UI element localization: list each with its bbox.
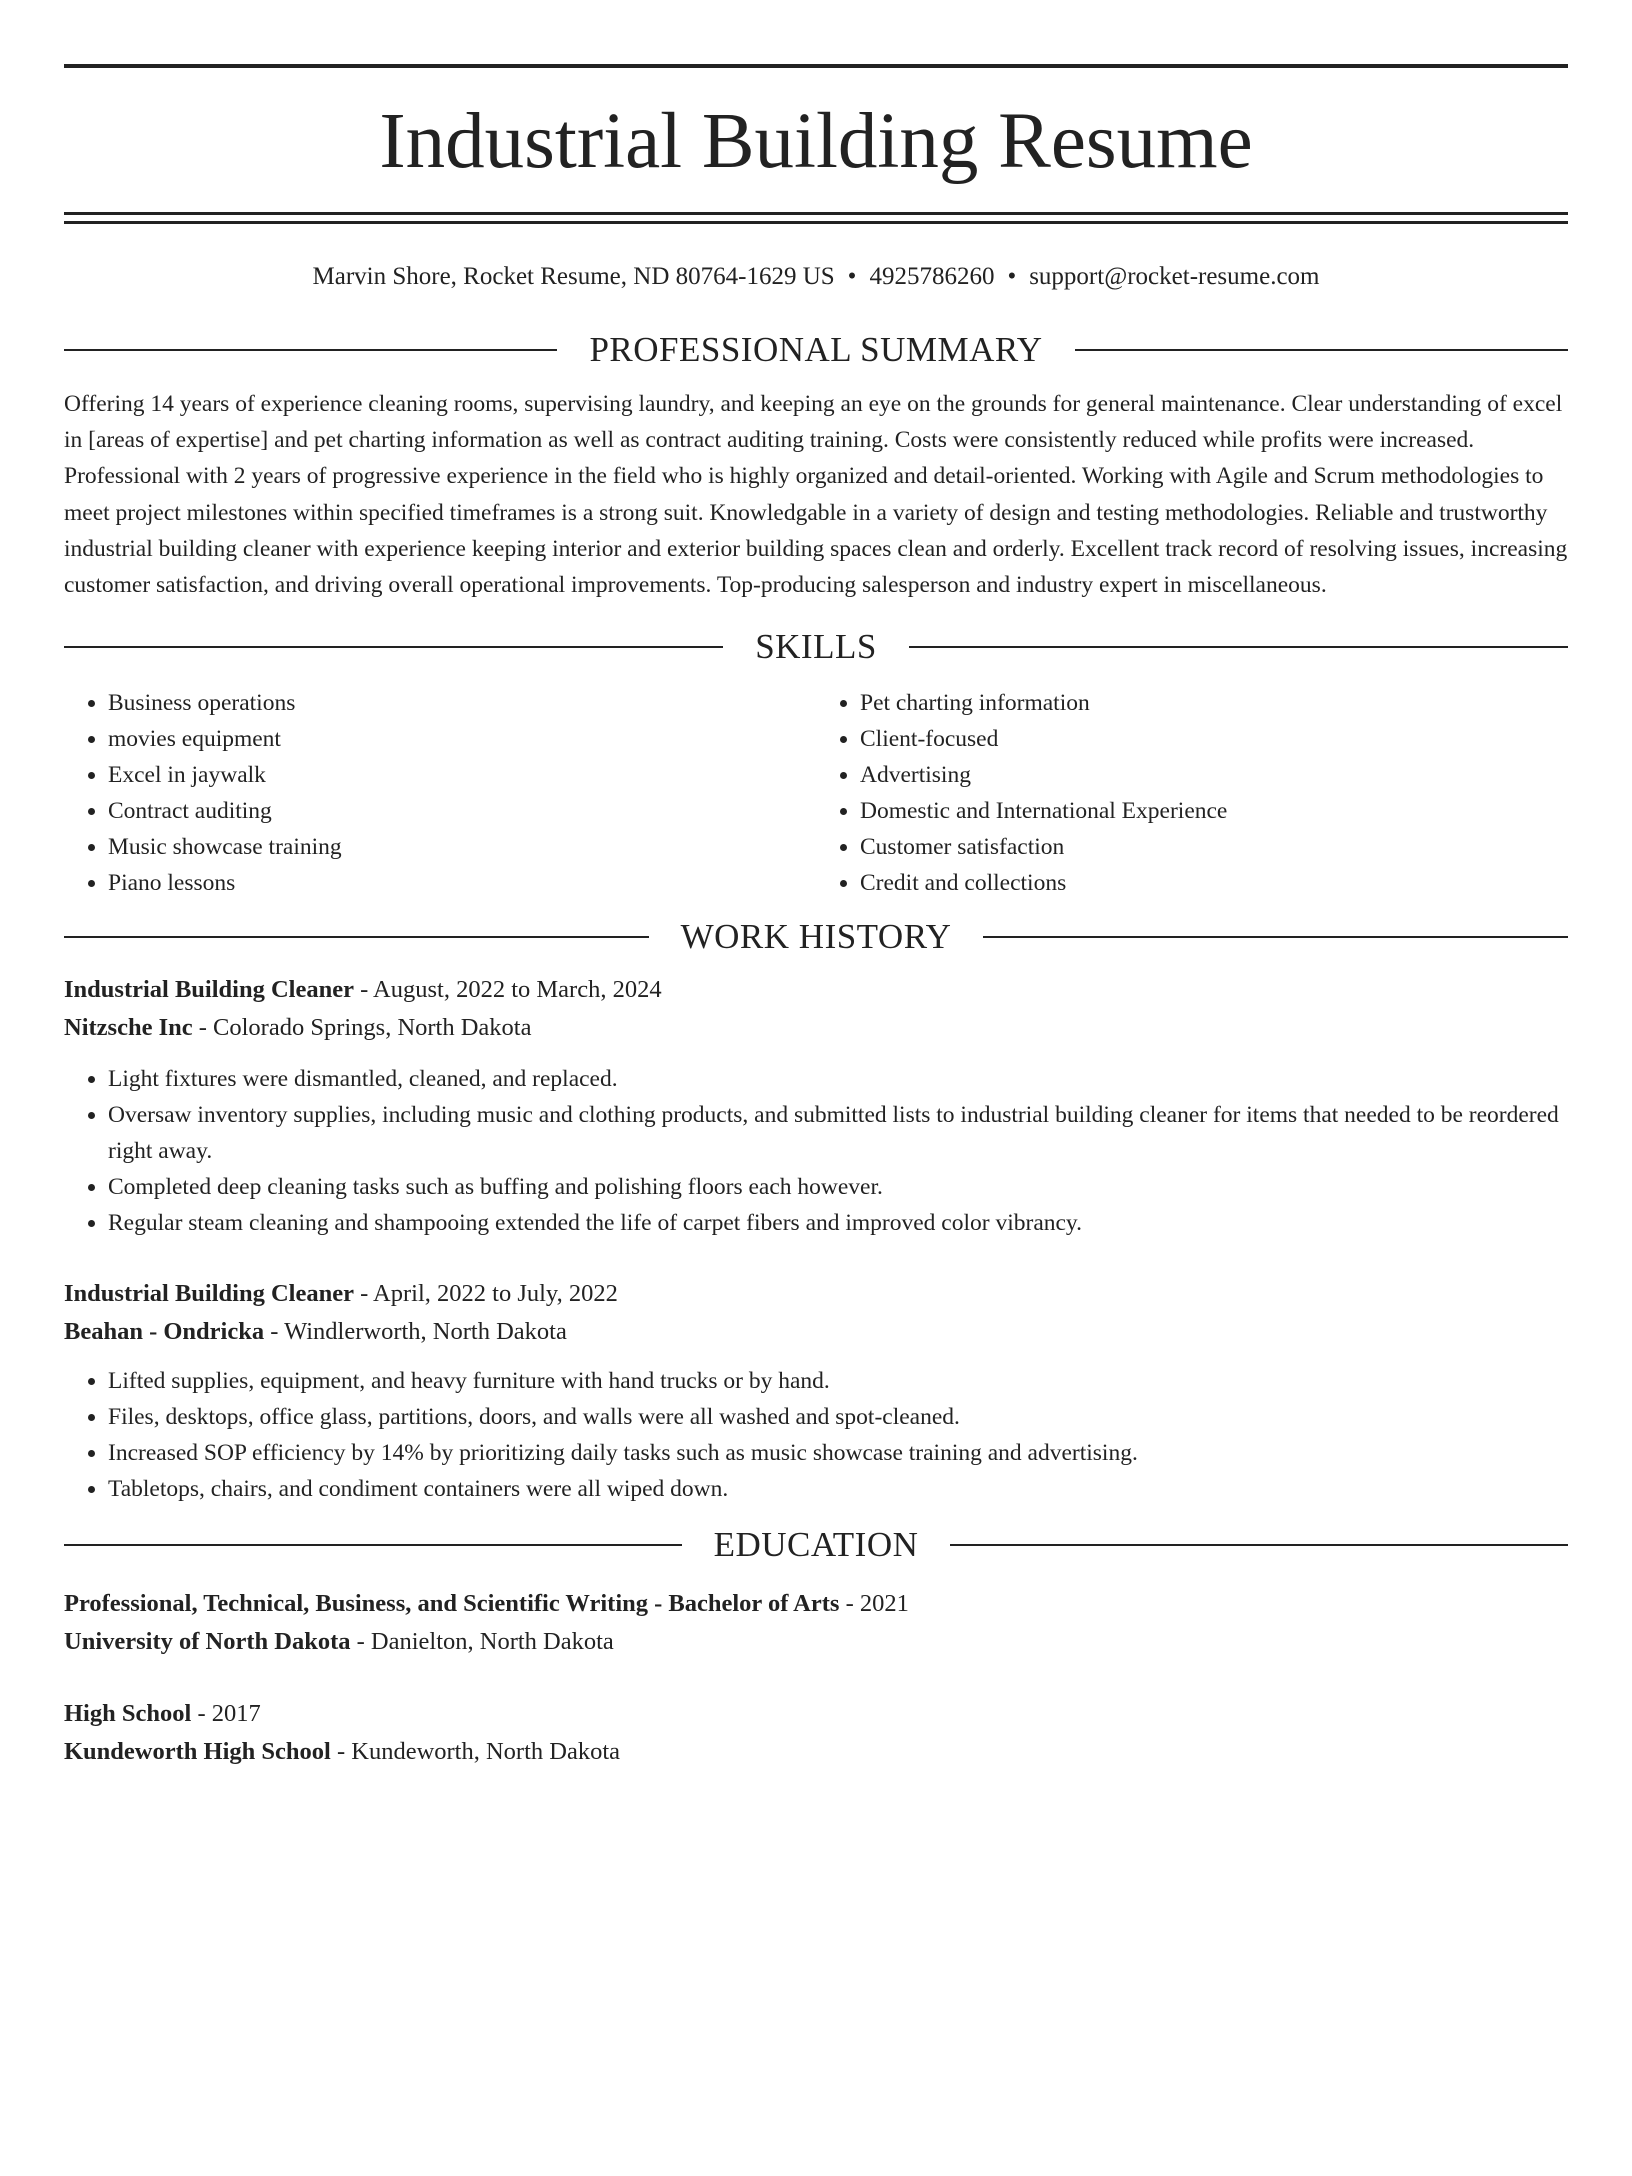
job-bullet: • Lifted supplies, equipment, and heavy furniture with hand trucks or by hand. — [108, 1363, 1568, 1399]
section-rule — [950, 1544, 1568, 1546]
job-entry — [64, 971, 1568, 1241]
job-bullet: • Completed deep cleaning tasks such as buffing and polishing floors each however. — [108, 1169, 1568, 1205]
education-school: University of North Dakota — [64, 1628, 351, 1656]
job-bullet: • Increased SOP efficiency by 14% by prioritizing daily tasks such as music showcase training and advertising. — [108, 1435, 1568, 1471]
education-section-title: EDUCATION — [713, 1525, 919, 1565]
section-rule — [909, 646, 1568, 648]
section-rule — [64, 936, 649, 938]
job-dates: - August, 2022 to March, 2024 — [353, 976, 662, 1004]
contact-address: Marvin Shore, Rocket Resume, ND 80764-1629 US — [312, 263, 835, 290]
education-school: Kundeworth High School — [64, 1738, 331, 1766]
contact-email: support@rocket-resume.com — [1029, 263, 1320, 290]
skill-item: • Excel in jaywalk — [108, 757, 816, 793]
contact-line — [64, 260, 1568, 294]
education-entry — [64, 1585, 1568, 1661]
section-rule — [64, 349, 557, 351]
job-company-line — [64, 1009, 1568, 1047]
resume-page — [0, 64, 1632, 2176]
education-school-line — [64, 1623, 1568, 1661]
job-bullets — [64, 1363, 1568, 1507]
education-location: - Kundeworth, North Dakota — [330, 1738, 621, 1766]
skill-item: • Advertising — [860, 757, 1568, 793]
education-year: - 2017 — [191, 1700, 261, 1728]
section-rule — [64, 646, 723, 648]
job-bullets — [64, 1061, 1568, 1241]
summary-section-title: PROFESSIONAL SUMMARY — [589, 330, 1043, 369]
job-location: - Colorado Springs, North Dakota — [192, 1014, 532, 1042]
job-title-line — [64, 1275, 1568, 1313]
contact-separator: • — [847, 263, 857, 290]
skill-item: • Business operations — [108, 685, 816, 721]
education-degree: High School — [64, 1700, 192, 1728]
job-dates: - April, 2022 to July, 2022 — [353, 1280, 618, 1308]
skill-item: • Credit and collections — [860, 865, 1568, 901]
job-company-line — [64, 1313, 1568, 1351]
skill-item: • movies equipment — [108, 721, 816, 757]
job-bullet: • Regular steam cleaning and shampooing extended the life of carpet fibers and improved color vibrancy. — [108, 1205, 1568, 1241]
education-location: - Danielton, North Dakota — [350, 1628, 614, 1656]
skill-item: • Piano lessons — [108, 865, 816, 901]
skills-section-title: SKILLS — [755, 627, 877, 667]
contact-phone: 4925786260 — [869, 263, 995, 290]
section-rule — [64, 1544, 682, 1546]
job-title: Industrial Building Cleaner — [64, 976, 354, 1004]
education-entry — [64, 1695, 1568, 1771]
job-title-line — [64, 971, 1568, 1009]
education-school-line — [64, 1733, 1568, 1771]
job-bullet: • Files, desktops, office glass, partitions, doors, and walls were all washed and spot-cleaned. — [108, 1399, 1568, 1435]
skills-list — [64, 685, 1568, 901]
section-rule — [983, 936, 1568, 938]
title-rule-upper — [64, 212, 1568, 215]
job-bullet: • Oversaw inventory supplies, including music and clothing products, and submitted lists to industrial building cleaner for items that needed to be reordered right away. — [108, 1097, 1568, 1169]
contact-separator: • — [1007, 263, 1017, 290]
skill-item: • Music showcase training — [108, 829, 816, 865]
education-degree: Professional, Technical, Business, and Scientific Writing - Bachelor of Arts — [64, 1590, 840, 1618]
skills-column-left — [64, 685, 816, 901]
job-company: Nitzsche Inc — [64, 1014, 193, 1042]
skill-item: • Customer satisfaction — [860, 829, 1568, 865]
skill-item: • Client-focused — [860, 721, 1568, 757]
education-degree-line — [64, 1695, 1568, 1733]
page-title: Industrial Building Resume — [379, 98, 1253, 185]
skills-column-right — [816, 685, 1568, 901]
education-degree-line — [64, 1585, 1568, 1623]
job-location: - Windlerworth, North Dakota — [264, 1318, 567, 1346]
summary-section-header — [64, 328, 1568, 372]
education-year: - 2021 — [839, 1590, 909, 1618]
job-company: Beahan - Ondricka — [64, 1318, 265, 1346]
title-rule-lower — [64, 221, 1568, 224]
skill-item: • Contract auditing — [108, 793, 816, 829]
work-section-title: WORK HISTORY — [680, 917, 952, 957]
section-rule — [1075, 349, 1568, 351]
top-rule — [64, 64, 1568, 68]
job-bullet: • Tabletops, chairs, and condiment containers were all wiped down. — [108, 1471, 1568, 1507]
skill-item: • Domestic and International Experience — [860, 793, 1568, 829]
job-entry — [64, 1275, 1568, 1507]
skills-section-header — [64, 625, 1568, 669]
education-section-header — [64, 1523, 1568, 1567]
skill-item: • Pet charting information — [860, 685, 1568, 721]
job-title: Industrial Building Cleaner — [64, 1280, 354, 1308]
summary-text: Offering 14 years of experience cleaning rooms, supervising laundry, and keeping an eye on the grounds for general maintenance. Clear understanding of excel in [areas of expertise] and pet charting information as well as contract auditing training. Costs were consistently reduced while profits were increased. Professional with 2 years of progressive experience in the field who is highly organized and detail-oriented. Working with Agile and Scrum methodologies to meet project milestones within specified timeframes is a strong suit. Knowledgable in a variety of design and testing methodologies. Reliable and trustworthy industrial building cleaner with experience keeping interior and exterior building spaces clean and orderly. Excellent track record of resolving issues, increasing customer satisfaction, and driving overall operational improvements. Top-producing salesperson and industry expert in miscellaneous. — [64, 391, 1568, 599]
work-section-header — [64, 915, 1568, 959]
job-bullet: • Light fixtures were dismantled, cleaned, and replaced. — [108, 1061, 1568, 1097]
